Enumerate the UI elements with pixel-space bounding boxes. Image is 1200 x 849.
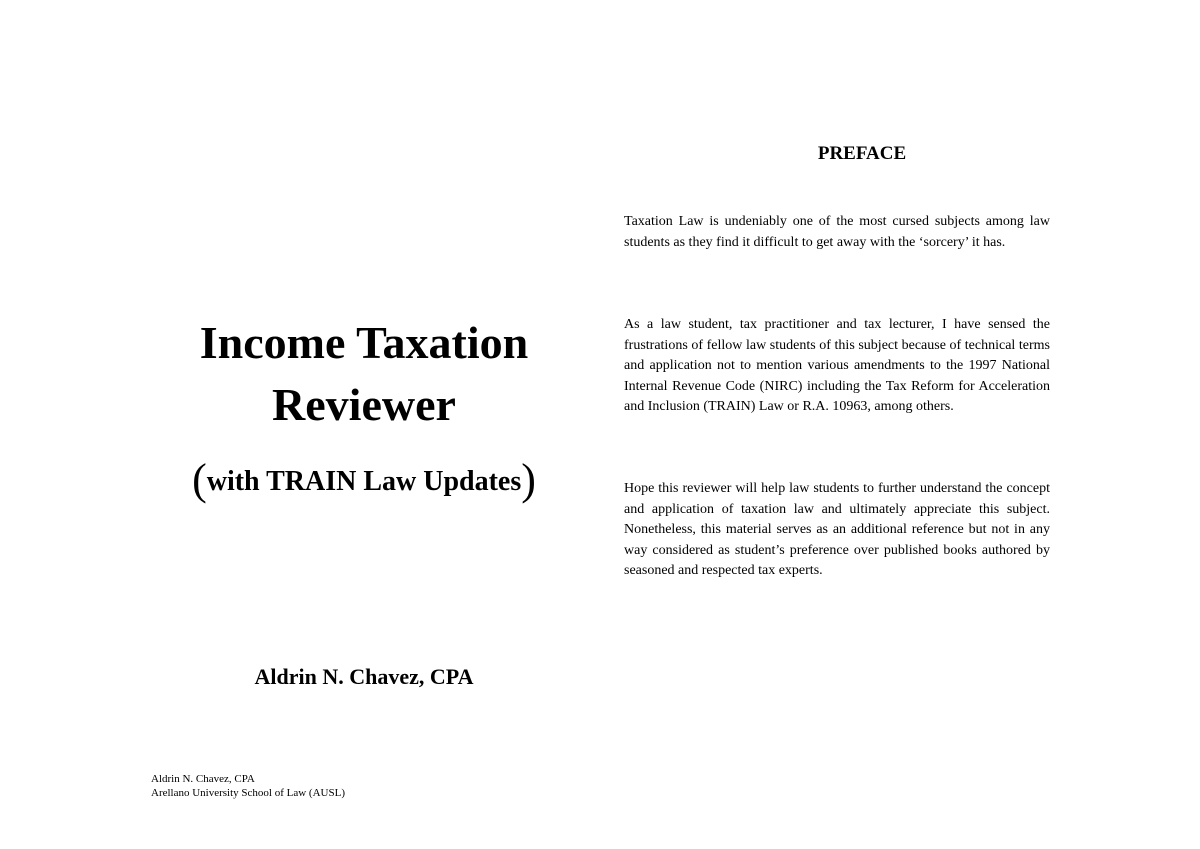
cover-footer bbox=[151, 772, 345, 800]
book-subtitle bbox=[84, 452, 644, 510]
subtitle-close-paren: ) bbox=[521, 455, 536, 504]
preface-heading: PREFACE bbox=[817, 143, 907, 164]
preface-paragraph-3: Hope this reviewer will help law students to further understand the concept and application of taxation law and ultimately appreciate this subject. Nonetheless, this material serves as an additional reference but not in any way considered as student’s preference over published books authored by seasoned and respected tax experts. bbox=[624, 481, 1050, 578]
subtitle-text: with TRAIN Law Updates bbox=[206, 466, 522, 497]
preface-paragraph-1: Taxation Law is undeniably one of the most cursed subjects among law students as they find it difficult to get away with the ‘sorcery’ it has. bbox=[624, 214, 1050, 250]
preface-paragraph-2: As a law student, tax practitioner and tax lecturer, I have sensed the frustrations of fellow law students of this subject because of technical terms and application not to mention various amendments to the 1997 National Internal Revenue Code (NIRC) including the Tax Reform for Acceleration and Inclusion (TRAIN) Law or R.A. 10963, among others. bbox=[624, 317, 1050, 414]
author-name: Aldrin N. Chavez, CPA bbox=[254, 664, 474, 689]
subtitle-open-paren: ( bbox=[192, 455, 207, 504]
book-title bbox=[84, 312, 644, 436]
preface-page bbox=[600, 0, 1200, 849]
footer-author: Aldrin N. Chavez, CPA bbox=[151, 773, 255, 785]
footer-institution: Arellano University School of Law (AUSL) bbox=[151, 787, 345, 799]
book-title-line-2: Reviewer bbox=[272, 379, 456, 430]
book-title-line-1: Income Taxation bbox=[199, 317, 529, 368]
